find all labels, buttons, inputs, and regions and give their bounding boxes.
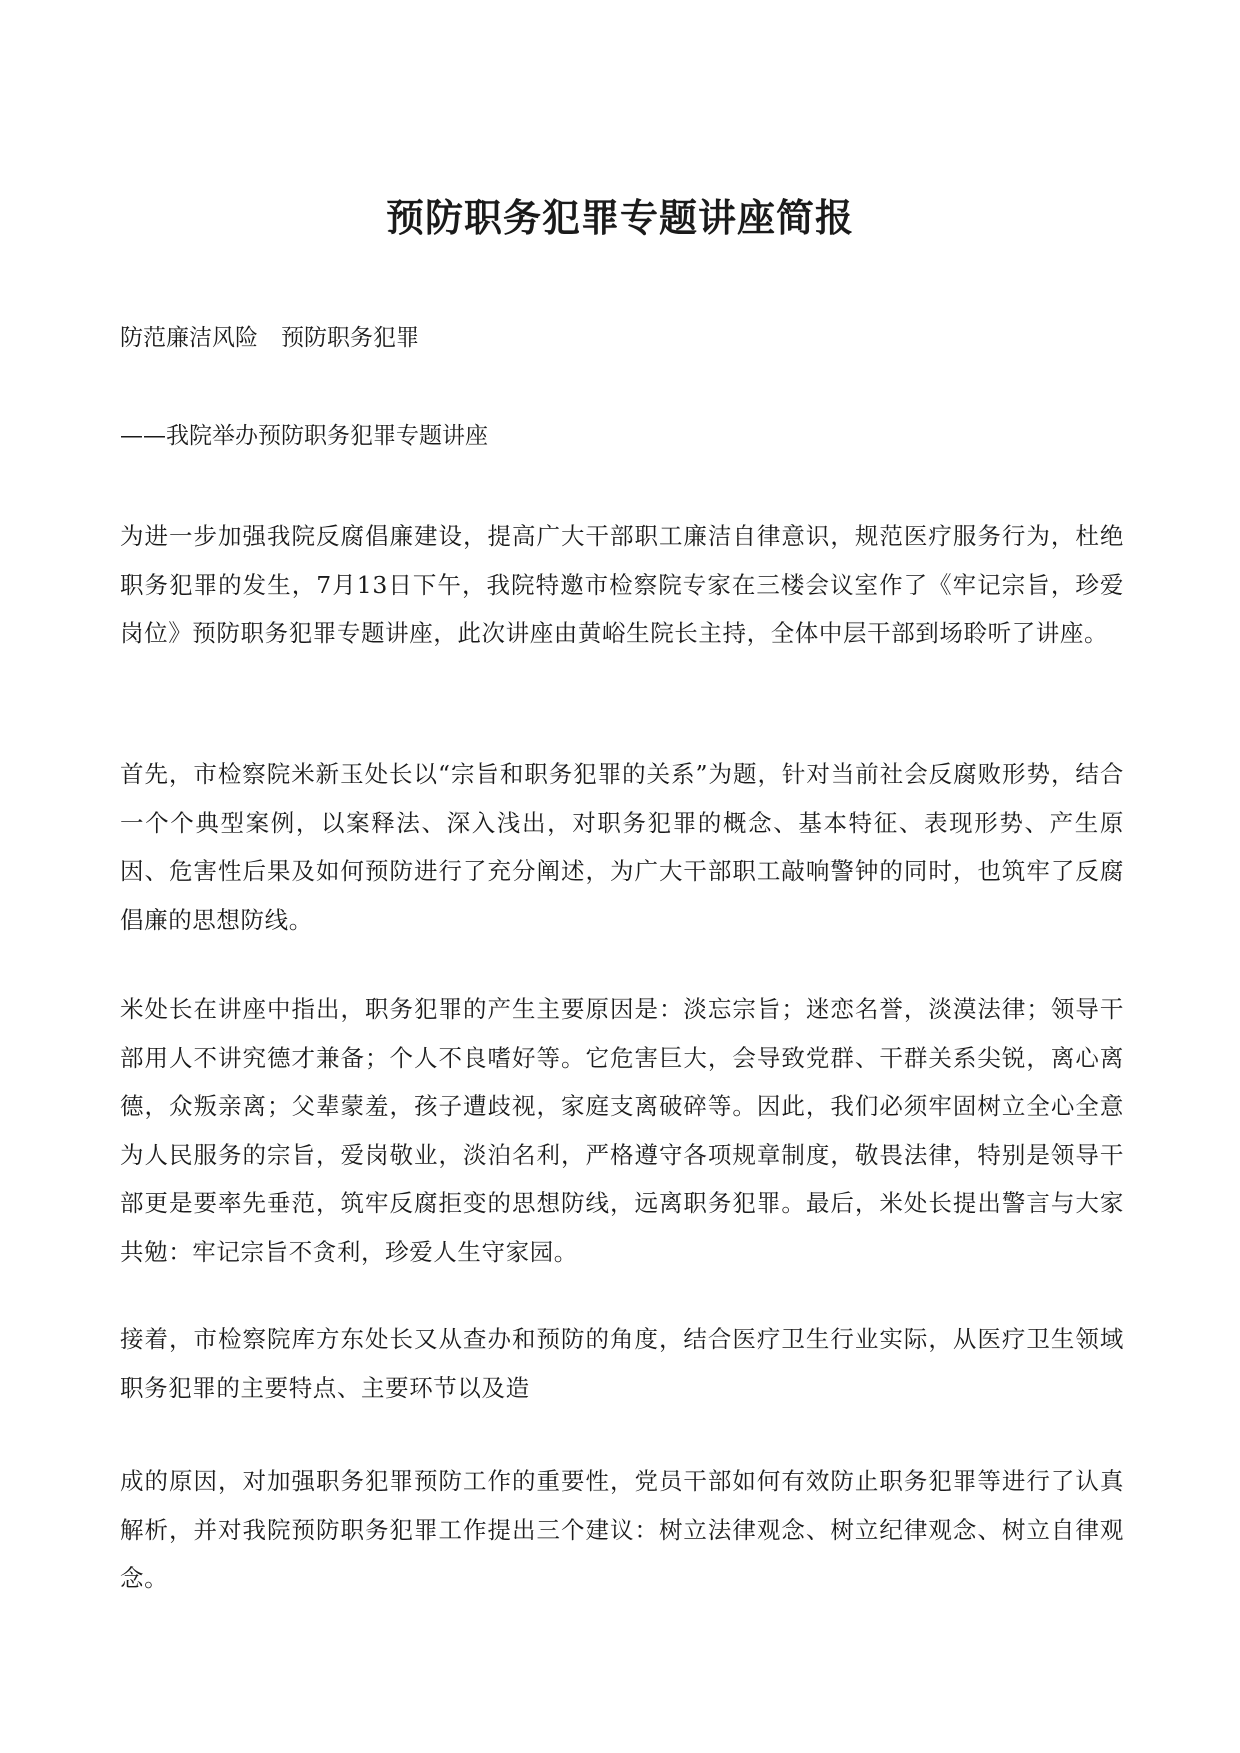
headline: 防范廉洁风险 预防职务犯罪 [120, 325, 419, 351]
paragraph-3: 米处长在讲座中指出，职务犯罪的产生主要原因是：淡忘宗旨；迷恋名誉，淡漠法律；领导干部用人不讲究德才兼备；个人不良嗜好等。它危害巨大，会导致党群、干群关系尖锐，离心离德，众叛亲离；父辈蒙羞，孩子遭歧视，家庭支离破碎等。因此，我们必须牢固树立全心全意为人民服务的宗旨，爱岗敬业，淡泊名利，严格遵守各项规章制度，敬畏法律，特别是领导干部更是要率先垂范，筑牢反腐拒变的思想防线，远离职务犯罪。最后，米处长提出警言与大家共勉：牢记宗旨不贪利，珍爱人生守家园。 [120, 995, 1124, 1266]
paragraph-5: 成的原因，对加强职务犯罪预防工作的重要性，党员干部如何有效防止职务犯罪等进行了认真解析，并对我院预防职务犯罪工作提出三个建议：树立法律观念、树立纪律观念、树立自律观念。 [120, 1467, 1124, 1592]
paragraph-1: 为进一步加强我院反腐倡廉建设，提高广大干部职工廉洁自律意识，规范医疗服务行为，杜绝职务犯罪的发生，7月13日下午，我院特邀市检察院专家在三楼会议室作了《牢记宗旨，珍爱岗位》预防职务犯罪专题讲座，此次讲座由黄峪生院长主持，全体中层干部到场聆听了讲座。 [120, 522, 1124, 647]
document-title: 预防职务犯罪专题讲座简报 [385, 195, 854, 240]
subheadline: ——我院举办预防职务犯罪专题讲座 [120, 423, 488, 449]
paragraph-2: 首先，市检察院米新玉处长以“宗旨和职务犯罪的关系”为题，针对当前社会反腐败形势，结合一个个典型案例，以案释法、深入浅出，对职务犯罪的概念、基本特征、表现形势、产生原因、危害性后果及如何预防进行了充分阐述，为广大干部职工敲响警钟的同时，也筑牢了反腐倡廉的思想防线。 [120, 760, 1124, 934]
paragraph-4: 接着，市检察院库方东处长又从查办和预防的角度，结合医疗卫生行业实际，从医疗卫生领域职务犯罪的主要特点、主要环节以及造 [120, 1325, 1124, 1402]
